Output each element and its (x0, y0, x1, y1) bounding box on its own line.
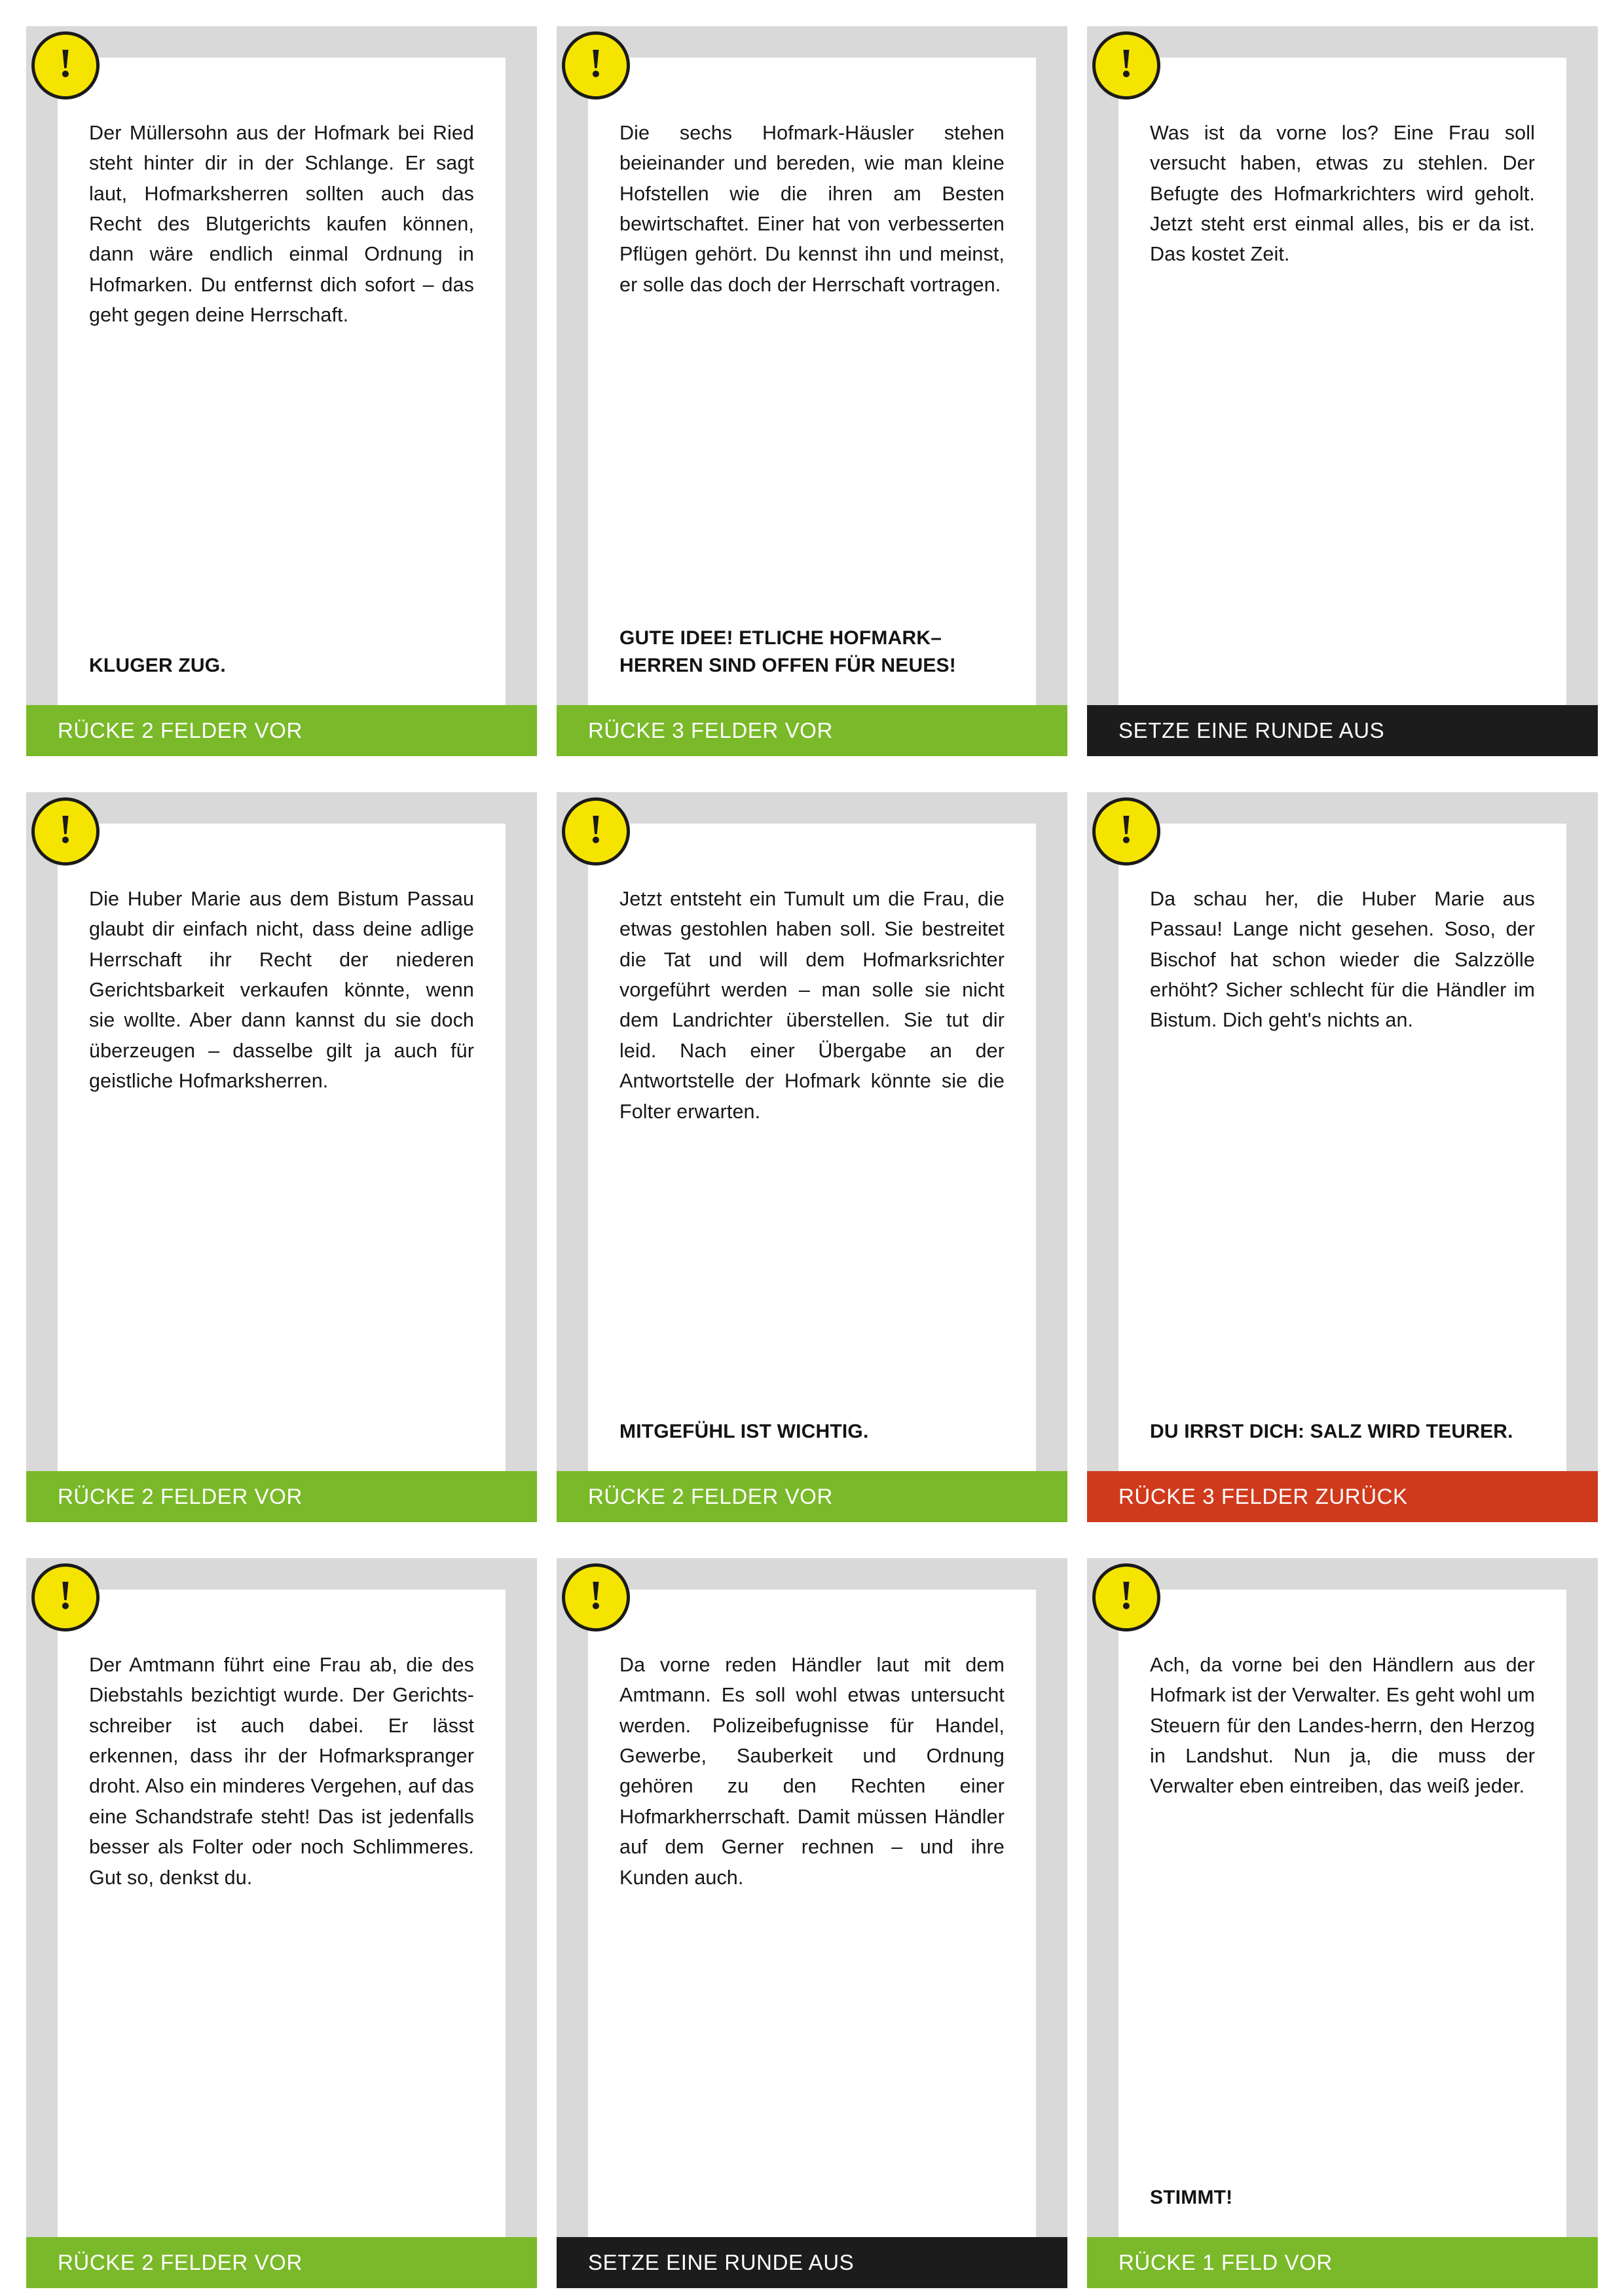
exclamation-badge-label: ! (58, 41, 73, 86)
exclamation-badge-icon (1092, 31, 1160, 100)
card-body (588, 807, 1036, 1471)
card-text: Der Müllersohn aus der Hofmark bei Ried steht hinter dir in der Schlange. Er sagt laut, Hofmarksherren sollten auch das Recht des Blutgerichts kaufen können, dann wäre endlich einmal Ordnung in Hofmarken. Du entfernst dich sofort – das geht gegen deine Herrschaft. (89, 122, 474, 327)
card-spacer (619, 1127, 1005, 1419)
card-action-banner: RÜCKE 2 FELDER VOR (26, 2237, 537, 2288)
card-verdict: STIMMT! (1150, 2187, 1233, 2209)
exclamation-badge-label: ! (589, 1573, 603, 1618)
card-text: Die Huber Marie aus dem Bistum Passau glaubt dir einfach nicht, dass deine adlige Herrschaft ihr Recht der niederen Gerichtsbarkeit verkaufen könnte, wenn sie wollte. Aber dann kannst du sie doch überzeugen – dasselbe gilt ja auch für geistliche Hofmarksherren. (89, 888, 474, 1093)
card-body (58, 1573, 506, 2237)
card-action-banner: SETZE EINE RUNDE AUS (1087, 705, 1598, 756)
event-card (557, 26, 1067, 756)
exclamation-badge-icon (562, 31, 630, 100)
card-body (588, 41, 1036, 705)
exclamation-badge-label: ! (1119, 807, 1134, 852)
card-verdict: KLUGER ZUG. (89, 655, 226, 677)
card-body (58, 807, 506, 1471)
card-body (58, 41, 506, 705)
exclamation-badge-label: ! (1119, 1573, 1134, 1618)
event-card (1087, 26, 1598, 756)
card-action-banner: RÜCKE 2 FELDER VOR (26, 705, 537, 756)
event-card (26, 26, 537, 756)
card-action-banner: RÜCKE 2 FELDER VOR (557, 1471, 1067, 1522)
card-body (588, 1573, 1036, 2237)
card-spacer (89, 1893, 474, 2217)
card-action-banner: SETZE EINE RUNDE AUS (557, 2237, 1067, 2288)
card-text: Die sechs Hofmark-Häusler stehen beieinander und bereden, wie man kleine Hofstellen wie die ihren am Besten bewirtschaftet. Einer hat von verbesserten Pflügen gehört. Du kennst ihn und meinst, er solle das doch der Herrschaft vortragen. (619, 122, 1005, 296)
card-spacer (1150, 270, 1535, 685)
card-body (1118, 41, 1566, 705)
exclamation-badge-label: ! (1119, 41, 1134, 86)
card-text: Jetzt entsteht ein Tumult um die Frau, die etwas gestohlen haben soll. Sie bestreitet die Tat und will dem Hofmarksrichter vorgeführt werden – man solle sie nicht dem Landrichter überstellen. Sie tut dir leid. Nach einer Übergabe an der Antwortstelle der Hofmark könnte sie die Folter erwarten. (619, 888, 1005, 1123)
exclamation-badge-icon (562, 1563, 630, 1631)
card-verdict: GUTE IDEE! ETLICHE HOFMARK–HERREN SIND OFFEN FÜR NEUES! (619, 627, 956, 677)
exclamation-badge-label: ! (589, 41, 603, 86)
card-spacer (1150, 1802, 1535, 2185)
card-spacer (89, 331, 474, 653)
card-body (1118, 807, 1566, 1471)
card-text: Da vorne reden Händler laut mit dem Amtmann. Es soll wohl etwas untersucht werden. Polizeibefugnisse für Handel, Gewerbe, Sauberkeit und Ordnung gehören zu den Rechten einer Hofmarkherrschaft. Damit müssen Händler auf dem Gerner rechnen – und ihre Kunden auch. (619, 1654, 1005, 1889)
exclamation-badge-label: ! (58, 807, 73, 852)
event-card (1087, 1558, 1598, 2288)
card-spacer (1150, 1036, 1535, 1419)
exclamation-badge-icon (31, 31, 100, 100)
card-spacer (89, 1097, 474, 1451)
card-verdict: DU IRRST DICH: SALZ WIRD TEURER. (1150, 1421, 1513, 1443)
event-card (26, 792, 537, 1522)
card-action-banner: RÜCKE 3 FELDER ZURÜCK (1087, 1471, 1598, 1522)
event-card (557, 1558, 1067, 2288)
card-body (1118, 1573, 1566, 2237)
exclamation-badge-icon (31, 797, 100, 866)
card-text: Da schau her, die Huber Marie aus Passau! Lange nicht gesehen. Soso, der Bischof hat schon wieder die Salzzölle erhöht? Sicher schlecht für die Händler im Bistum. Dich geht's nichts an. (1150, 888, 1535, 1032)
card-text: Der Amtmann führt eine Frau ab, die des Diebstahls bezichtigt wurde. Der Gerichts-schreiber ist auch dabei. Er lässt erkennen, dass ihr der Hofmarkspranger droht. Also ein minderes Vergehen, auf das eine Schandstrafe steht! Das ist jedenfalls besser als Folter oder noch Schlimmeres. Gut so, denkst du. (89, 1654, 474, 1889)
event-card (26, 1558, 537, 2288)
card-action-banner: RÜCKE 1 FELD VOR (1087, 2237, 1598, 2288)
exclamation-badge-label: ! (58, 1573, 73, 1618)
event-card (557, 792, 1067, 1522)
card-spacer (619, 1893, 1005, 2217)
card-spacer (619, 300, 1005, 625)
card-action-banner: RÜCKE 3 FELDER VOR (557, 705, 1067, 756)
event-card (1087, 792, 1598, 1522)
card-action-banner: RÜCKE 2 FELDER VOR (26, 1471, 537, 1522)
exclamation-badge-icon (31, 1563, 100, 1631)
card-text: Ach, da vorne bei den Händlern aus der Hofmark ist der Verwalter. Es geht wohl um Steuern für den Landes-herrn, den Herzog in Landshut. Nun ja, die muss der Verwalter eben eintreiben, das weiß jeder. (1150, 1654, 1535, 1798)
exclamation-badge-icon (1092, 797, 1160, 866)
exclamation-badge-icon (1092, 1563, 1160, 1631)
card-verdict: MITGEFÜHL IST WICHTIG. (619, 1421, 869, 1443)
exclamation-badge-icon (562, 797, 630, 866)
exclamation-badge-label: ! (589, 807, 603, 852)
card-text: Was ist da vorne los? Eine Frau soll versucht haben, etwas zu stehlen. Der Befugte des Hofmarkrichters wird geholt. Jetzt steht erst einmal alles, bis er da ist. Das kostet Zeit. (1150, 122, 1535, 266)
